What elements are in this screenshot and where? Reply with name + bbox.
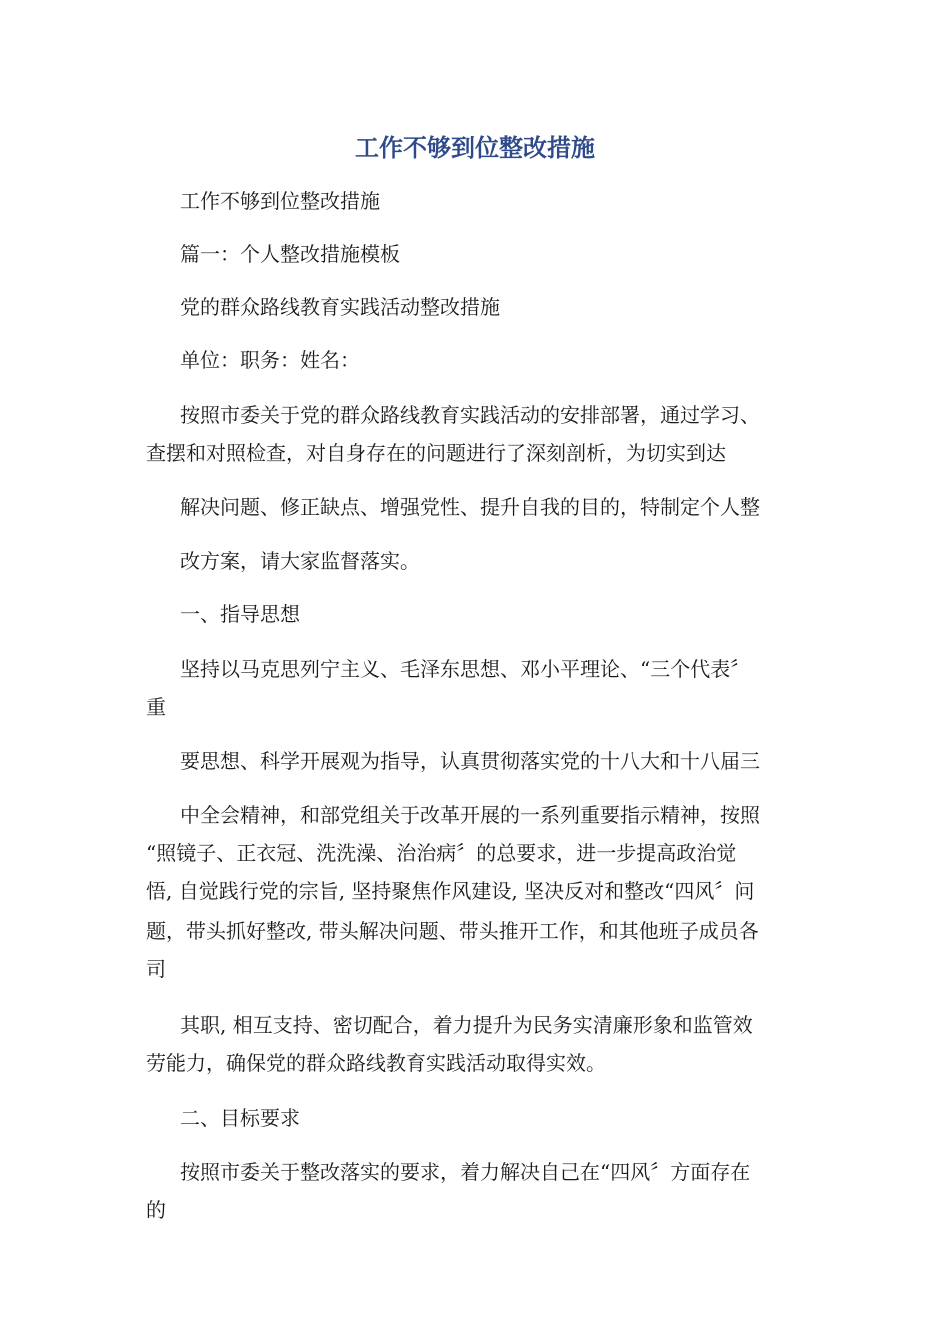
paragraph-line: 按照市委关于整改落实的要求，着力解决自己在“四风〞方面存在 <box>180 1160 751 1184</box>
paragraph-line: “照镜子、正衣冠、洗洗澡、治治病〞的总要求，进一步提高政治觉 <box>146 841 737 865</box>
paragraph-line: 其职, 相互支持、密切配合，着力提升为民务实清廉形象和监管效 <box>180 1013 753 1037</box>
paragraph-line: 查摆和对照检查，对自身存在的问题进行了深刻剖析，为切实到达 <box>146 441 726 465</box>
heading-line: 党的群众路线教育实践活动整改措施 <box>180 295 500 319</box>
paragraph-line: 要思想、科学开展观为指导，认真贯彻落实党的十八大和十八届三 <box>180 749 760 773</box>
paragraph-line: 重 <box>146 695 166 719</box>
subtitle-line: 工作不够到位整改措施 <box>180 189 380 213</box>
paragraph-line: 解决问题、修正缺点、增强党性、提升自我的目的，特制定个人整 <box>180 495 760 519</box>
paragraph-line: 坚持以马克思列宁主义、毛泽东思想、邓小平理论、“三个代表〞 <box>180 657 751 681</box>
paragraph-line: 劳能力，确保党的群众路线教育实践活动取得实效。 <box>146 1051 606 1075</box>
paragraph-line: 的 <box>146 1198 166 1222</box>
document-title: 工作不够到位整改措施 <box>355 134 595 162</box>
paragraph-line: 中全会精神，和部党组关于改革开展的一系列重要指示精神，按照 <box>180 803 760 827</box>
paragraph-line: 按照市委关于党的群众路线教育实践活动的安排部署，通过学习、 <box>180 403 760 427</box>
paragraph-line: 悟, 自觉践行党的宗旨, 坚持聚焦作风建设, 坚决反对和整改“四风〞问 <box>146 879 755 903</box>
section-label-line: 篇一：个人整改措施模板 <box>180 242 400 266</box>
paragraph-line: 改方案，请大家监督落实。 <box>180 549 420 573</box>
form-fields-line: 单位：职务：姓名： <box>180 348 360 372</box>
paragraph-line: 题，带头抓好整改, 带头解决问题、带头推开工作，和其他班子成员各 <box>146 919 759 943</box>
paragraph-line: 司 <box>146 957 166 981</box>
section-heading: 一、指导思想 <box>180 602 300 626</box>
section-heading: 二、目标要求 <box>180 1106 300 1130</box>
